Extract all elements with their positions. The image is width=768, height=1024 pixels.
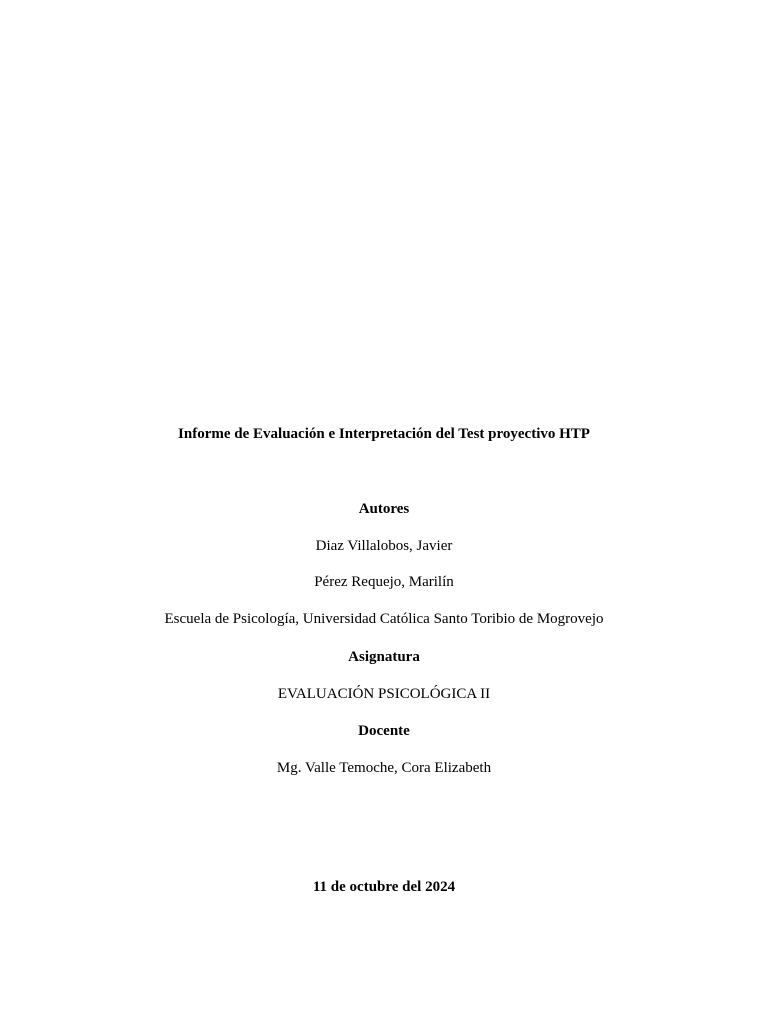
report-title: Informe de Evaluación e Interpretación del Test proyectivo HTP (178, 426, 590, 442)
teacher-heading: Docente (358, 723, 410, 739)
authors-heading: Autores (358, 501, 410, 517)
teacher-name: Mg. Valle Temoche, Cora Elizabeth (276, 760, 492, 776)
subject-heading: Asignatura (348, 649, 420, 665)
author-name: Pérez Requejo, Marilín (314, 574, 454, 590)
author-name: Diaz Villalobos, Javier (315, 538, 453, 554)
subject-name: EVALUACIÓN PSICOLÓGICA II (277, 686, 491, 702)
institution: Escuela de Psicología, Universidad Católica Santo Toribio de Mogrovejo (164, 611, 604, 627)
report-date: 11 de octubre del 2024 (312, 879, 456, 895)
